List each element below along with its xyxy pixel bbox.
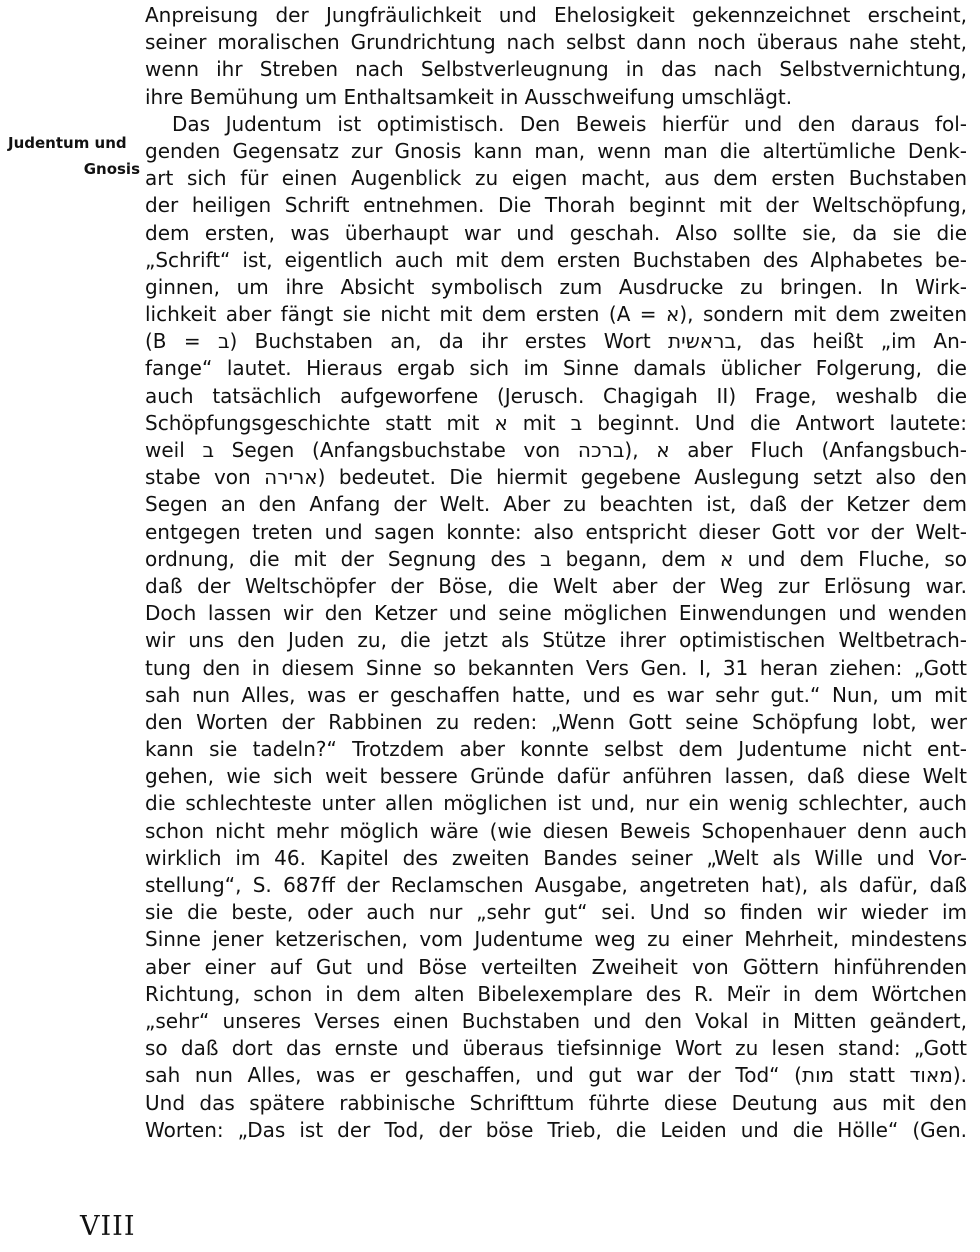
signature-mark: VIII bbox=[80, 1211, 136, 1242]
text-line: weil ב Segen (Anfangsbuchstabe von ברכה), א aber Fluch (Anfangsbuch- bbox=[145, 438, 967, 462]
margin-note-line-2: Gnosis bbox=[83, 160, 140, 178]
text-line: der heiligen Schrift entnehmen. Die Thorah beginnt mit der Weltschöpfung, bbox=[145, 193, 967, 218]
text-line: seiner moralischen Grundrichtung nach selbst dann noch überaus nahe steht, bbox=[145, 30, 967, 55]
text-line: Anpreisung der Jungfräulichkeit und Ehelosigkeit gekennzeichnet erscheint, bbox=[145, 3, 967, 27]
text-line: ihre Bemühung um Enthaltsamkeit in Ausschweifung umschlägt. bbox=[145, 84, 793, 109]
text-line: stellung“, S. 687ff der Reclamschen Ausgabe, angetreten hat), als dafür, daß bbox=[145, 873, 967, 897]
text-line: schon nicht mehr möglich wäre (wie diesen Beweis Schopenhauer denn auch bbox=[145, 818, 967, 843]
text-line: „sehr“ unseres Verses einen Buchstaben und den Vokal in Mitten geändert, bbox=[145, 1008, 967, 1033]
text-line: Segen an den Anfang der Welt. Aber zu beachten ist, daß der Ketzer dem bbox=[145, 492, 967, 517]
body-text bbox=[145, 2, 967, 1144]
text-line: entgegen treten und sagen konnte: also entspricht dieser Gott vor der Welt- bbox=[145, 519, 967, 544]
text-line: sah nun Alles, was er geschaffen hatte, und es war sehr gut.“ Nun, um mit bbox=[145, 682, 967, 707]
text-line: ginnen, um ihre Absicht symbolisch zum Ausdrucke zu bringen. In Wirk- bbox=[145, 274, 967, 299]
text-line: art sich für einen Augenblick zu eigen macht, aus dem ersten Buchstaben bbox=[145, 166, 967, 191]
margin-note-line-1: Judentum und bbox=[8, 134, 127, 152]
text-line: gehen, wie sich weit bessere Gründe dafür anführen lassen, daß diese Welt bbox=[145, 764, 967, 789]
text-line: aber einer auf Gut und Böse verteilten Zweiheit von Göttern hinführenden bbox=[145, 954, 967, 979]
margin-note bbox=[8, 130, 140, 182]
text-line: die schlechteste unter allen möglichen ist und, nur ein wenig schlechter, auch bbox=[145, 791, 967, 816]
text-line: den Worten der Rabbinen zu reden: „Wenn Gott seine Schöpfung lobt, wer bbox=[145, 709, 967, 734]
text-line: Das Judentum ist optimistisch. Den Beweis hierfür und den daraus fol- bbox=[172, 111, 967, 136]
text-line: so daß dort das ernste und überaus tiefsinnige Wort zu lesen stand: „Gott bbox=[145, 1036, 967, 1061]
text-line: wir uns den Juden zu, die jetzt als Stütze ihrer optimistischen Weltbetrach- bbox=[145, 628, 967, 653]
text-line: genden Gegensatz zur Gnosis kann man, wenn man die altertümliche Denk- bbox=[145, 138, 967, 163]
text-line: „Schrift“ ist, eigentlich auch mit dem ersten Buchstaben des Alphabetes be- bbox=[145, 247, 967, 272]
text-line: kann sie tadeln?“ Trotzdem aber konnte selbst dem Judentume nicht ent- bbox=[145, 737, 967, 762]
text-line: daß der Weltschöpfer der Böse, die Welt aber der Weg zur Erlösung war. bbox=[145, 573, 967, 598]
text-line: sie die beste, oder auch nur „sehr gut“ sei. Und so finden wir wieder im bbox=[145, 900, 967, 925]
text-line: Richtung, schon in dem alten Bibelexemplare des R. Meïr in dem Wörtchen bbox=[145, 981, 967, 1006]
text-line: auch tatsächlich aufgeworfene (Jerusch. Chagigah II) Frage, weshalb die bbox=[145, 383, 967, 408]
text-line: (B = ב) Buchstaben an, da ihr erstes Wort בראשית, das heißt „im An- bbox=[145, 329, 967, 354]
text-line: dem ersten, was überhaupt war und geschah. Also sollte sie, da sie die bbox=[145, 220, 967, 245]
text-line: fange“ lautet. Hieraus ergab sich im Sinne damals üblicher Folgerung, die bbox=[145, 356, 967, 381]
text-line: Worten: „Das ist der Tod, der böse Trieb, die Leiden und die Hölle“ (Gen. bbox=[145, 1117, 967, 1142]
text-line: lichkeit aber fängt sie nicht mit dem ersten (A = א), sondern mit dem zweiten bbox=[145, 302, 967, 327]
text-line: wirklich im 46. Kapitel des zweiten Bandes seiner „Welt als Wille und Vor- bbox=[145, 845, 967, 870]
text-line: tung den in diesem Sinne so bekannten Vers Gen. I, 31 heran ziehen: „Gott bbox=[145, 655, 967, 680]
text-line: ordnung, die mit der Segnung des ב begann, dem א und dem Fluche, so bbox=[145, 546, 967, 571]
text-line: wenn ihr Streben nach Selbstverleugnung in das nach Selbstvernichtung, bbox=[145, 57, 967, 82]
text-line: Schöpfungsgeschichte statt mit א mit ב beginnt. Und die Antwort lautete: bbox=[145, 410, 967, 435]
text-line: sah nun Alles, was er geschaffen, und gut war der Tod“ (מות statt מאוד). bbox=[145, 1063, 967, 1088]
text-line: Und das spätere rabbinische Schrifttum führte diese Deutung aus mit den bbox=[145, 1090, 967, 1115]
text-line: Sinne jener ketzerischen, vom Judentume weg zu einer Mehrheit, mindestens bbox=[145, 927, 967, 952]
text-line: Doch lassen wir den Ketzer und seine möglichen Einwendungen und wenden bbox=[145, 601, 967, 626]
text-line: stabe von ארירה) bedeutet. Die hiermit gegebene Auslegung setzt also den bbox=[145, 465, 967, 490]
